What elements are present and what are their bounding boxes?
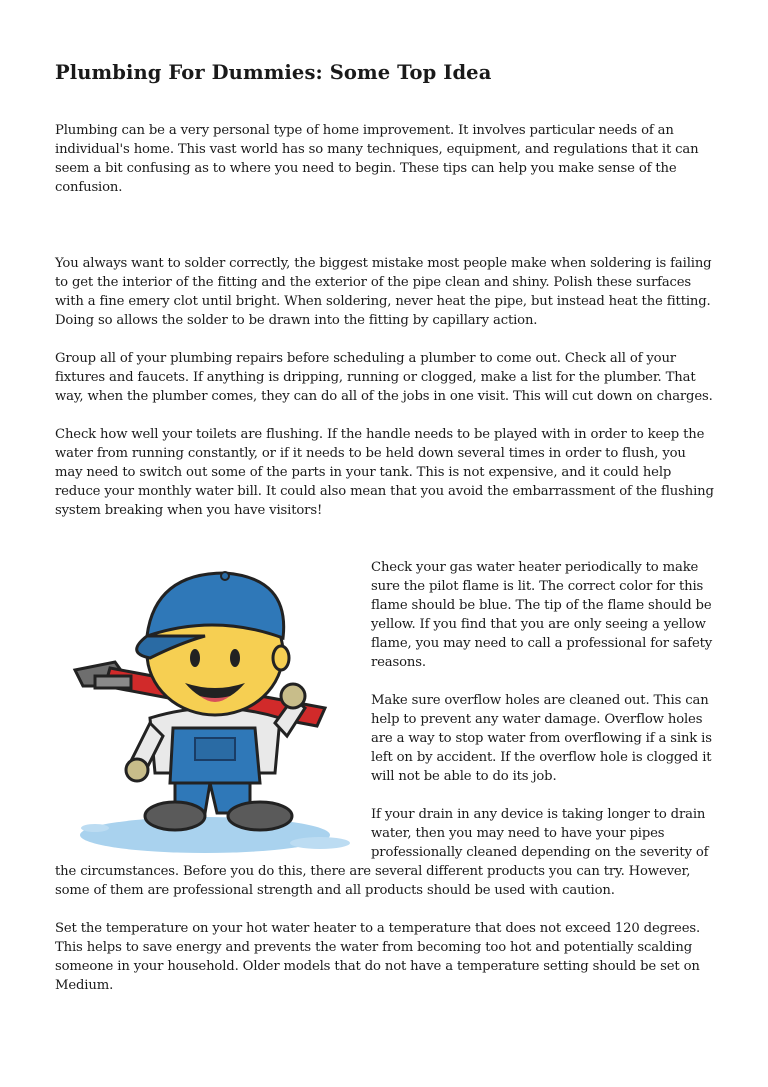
right-eye [230,649,240,667]
bib-pocket [195,738,235,760]
page-title: Plumbing For Dummies: Some Top Idea [55,61,492,84]
cap-button [221,572,229,580]
illustrated-section [55,558,715,900]
water-splash [290,837,350,849]
paragraph-temperature: Set the temperature on your hot water heater to a temperature that does not exceed 120 degrees. This helps to save energy and prevents the water from becoming too hot and potentially scalding someone in your household. Older models that do not have a temperature setting should be set on Medium. [55,921,701,993]
left-glove [126,759,148,781]
paragraph-drain: If your drain in any device is taking longer to drain water, then you may need to have your pipes professionally cleaned depending on the severity of the circumstances. Before you do this, there are several different products you can try. However, some of them are professional strength and all products should be used with caution. [55,807,709,898]
paragraph-toilets: Check how well your toilets are flushing. If the handle needs to be played with in order to keep the water from running constantly, or if it needs to be held down several times in order to flush, you may need to switch out some of the parts in your tank. This is not expensive, and it could help reduce your monthly water bill. It could also mean that you avoid the embarrassment of the flushing system breaking when you have visitors! [55,427,714,518]
water-drop [81,824,109,832]
right-shoe [228,802,292,830]
paragraph-overflow: Make sure overflow holes are cleaned out. This can help to prevent any water damage. Overflow holes are a way to stop water from overflowing if a sink is left on by accident. If the overflow hole is clogged it will not be able to do its job. [371,693,712,784]
paragraph-intro: Plumbing can be a very personal type of home improvement. It involves particular needs of an individual's home. This vast world has so many techniques, equipment, and regulations that it can seem a bit confusing as to where you need to begin. These tips can help you make sense of the confusion. [55,123,699,195]
left-shoe [145,802,205,830]
water-puddle [80,817,330,853]
paragraph-solder: You always want to solder correctly, the biggest mistake most people make when soldering is failing to get the interior of the fitting and the exterior of the pipe clean and shiny. Polish these surfaces with a fine emery clot until bright. When soldering, never heat the pipe, but instead heat the fitting. Doing so allows the solder to be drawn into the fitting by capillary action. [55,256,712,328]
right-glove [281,684,305,708]
paragraph-group-repairs: Group all of your plumbing repairs before scheduling a plumber to come out. Check all of your fixtures and faucets. If anything is dripping, running or clogged, make a list for the plumber. That way, when the plumber comes, they can do all of the jobs in one visit. This will cut down on charges. [55,351,713,404]
document-page [55,60,715,995]
plumber-icon [55,558,371,858]
ear [273,646,289,670]
plumber-illustration [55,558,371,862]
left-eye [190,649,200,667]
paragraph-gas-heater: Check your gas water heater periodically to make sure the pilot flame is lit. The correct color for this flame should be blue. The tip of the flame should be yellow. If you find that you are only seeing a yellow flame, you may need to call a professional for safety reasons. [371,560,713,670]
